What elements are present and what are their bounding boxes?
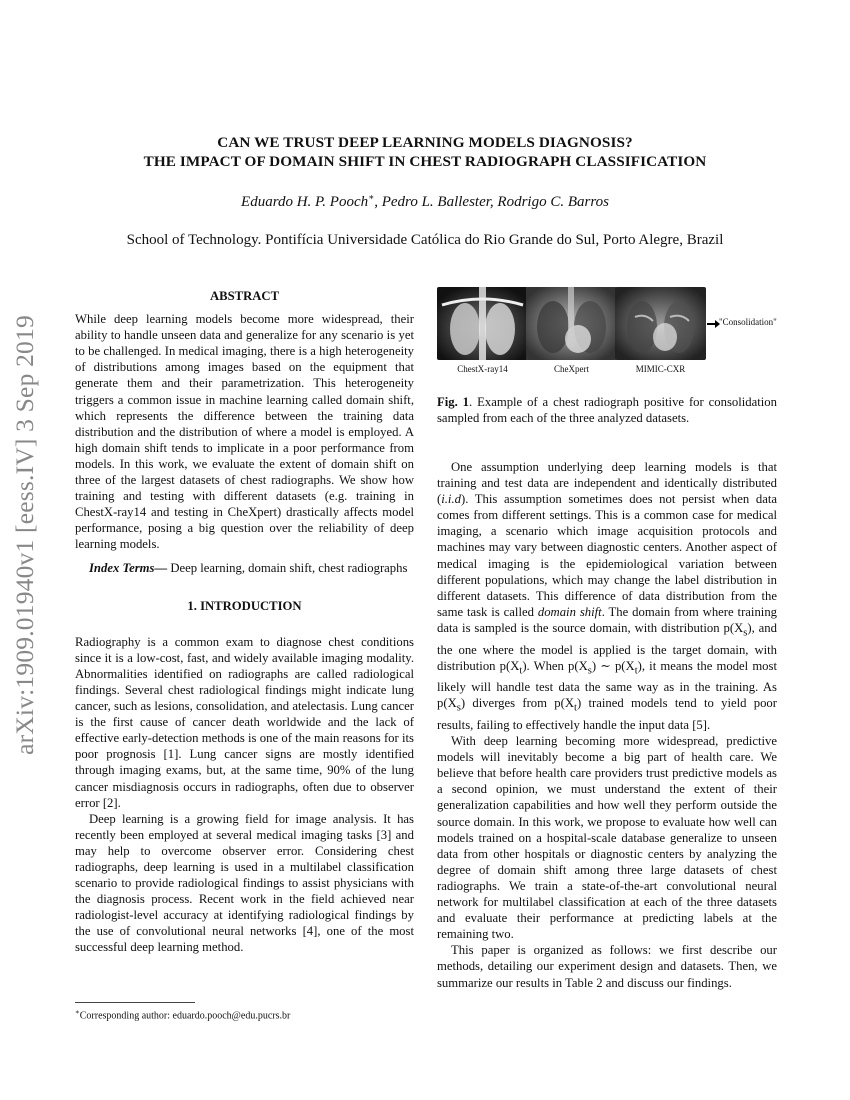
right-paragraph-2: With deep learning becoming more widespread, predictive models will inevitably become a big part of health care. We believe that before health care providers trust predictive models as a second opinion, we must understand the extent of their generalization capabilities and how well they perform outside the source domain. In this work, we propose to evaluate how well can models trained on a hospital-scale database generalize to unseen data from other hospitals or diagnostic centers by analyzing the degree of domain shift among three large datasets of chest radiographs. We train a state-of-the-art convolutional neural network for multilabel classification at each of the three datasets and evaluate their performance at predicting labels at the remaining two. (437, 734, 777, 942)
index-terms-text: Deep learning, domain shift, chest radiographs (167, 560, 408, 575)
abstract-heading: ABSTRACT (209, 289, 280, 303)
chestxray14-radiograph (437, 287, 528, 360)
abstract-text: While deep learning models become more widespread, their ability to handle unseen data and generalize for any scenario is yet to be challenged. In medical imaging, there is a high heterogeneity of distributions among images based on the equipment that generate them and their parametrization. This heterogeneity triggers a common issue in machine learning called domain shift, which represents the difference between the training data distribution and the distribution of where a model is employed. A high domain shift tends to implicate in a poor performance from models. In this work, we evaluate the extent of domain shift on three of the largest datasets of chest radiographs. We show how training and testing with different datasets (e.g. training in ChestX-ray14 and testing in CheXpert) drastically affects model performance, posing a big question over the reliability of deep learning models. (75, 312, 414, 552)
caption-text: . Example of a chest radiograph positive for consolidation sampled from each of the three analyzed datasets. (437, 395, 777, 426)
intro-paragraph-2: Deep learning is a growing field for image analysis. It has recently been employed at several medical imaging tasks [3] and may help to overcome observer error. Considering chest radiographs, deep learning is used in a multilabel classification scenario to provide radiological findings to assist physicians with the diagnosis process. Recent work in the field achieved near radiologist-level accuracy at identifying radiological findings by the use of convolutional neural networks [4], one of the most successful deep learning method. (75, 811, 414, 955)
footnote-rule (75, 1002, 195, 1003)
intro-paragraph-1: Radiography is a common exam to diagnose chest conditions since it is a low-cost, fast, and widely available imaging modality. Abnormalities identified on radiographs are called radiological findings. Several chest radiological findings might indicate lung cancer, such as lesions, consolidation, and atelectasis. Lung cancer is the first cause of cancer death worldwide and the lack of effective early-detection methods is one of the main reasons for its poor prognosis [1]. Lung cancer signs are mostly identified through imaging exams, but, at the same time, 90% of the lung cancer misdiagnosis occurs in radiographs, often due to observer error [2]. (75, 634, 414, 810)
xray-image-1 (437, 287, 528, 360)
arxiv-identifier[interactable]: arXiv:1909.01940v1 [eess.IV] 3 Sep 2019 (10, 315, 39, 755)
affiliation: School of Technology. Pontifícia Universidade Católica do Rio Grande do Sul, Porto Alegre, Brazil (126, 232, 724, 248)
figure-caption (437, 394, 777, 426)
fig-label-chestxray14: ChestX-ray14 (457, 364, 508, 374)
mimic-cxr-radiograph (615, 287, 706, 360)
title-line-2: THE IMPACT OF DOMAIN SHIFT IN CHEST RADIOGRAPH CLASSIFICATION (143, 153, 707, 170)
footnote-text: Corresponding author: eduardo.pooch@edu.pucrs.br (79, 1010, 291, 1022)
corresponding-mark: ∗ (368, 192, 375, 202)
arxiv-sidebar (4, 295, 46, 775)
paper-title (0, 133, 850, 171)
xray-image-2 (526, 287, 617, 360)
title-line-1: CAN WE TRUST DEEP LEARNING MODELS DIAGNOSIS? (217, 134, 633, 151)
caption-label: Fig. 1 (437, 395, 470, 409)
other-authors: , Pedro L. Ballester, Rodrigo C. Barros (374, 194, 609, 210)
fig-label-chexpert: CheXpert (554, 364, 589, 374)
fig-label-mimic: MIMIC-CXR (635, 364, 686, 374)
chexpert-radiograph (526, 287, 617, 360)
right-paragraph-1: One assumption underlying deep learning models is that training and test data are independent and identically distributed (i.i.d). This assumption sometimes does not persist when data comes from different settings. This is a common case for medical imaging, a scenario which image acquisition protocols and machines may vary between diagnostic centers. Another aspect of medical imaging is the epidemiological variation between different populations, which may change the label distribution in different datasets. This difference of data distribution from the same task is called domain shift. The domain from where training data is sampled is the source domain, with distribution $p(X_s)$, and the one where the model is applied is the target domain, with distribution $p(X_t)$. When $p(X_s)$ ∼ $p(X_t)$, it means the model most likely will handle test data the same way as in the training. As $p(X_s)$ diverges from $p(X_t)$ trained models tend to yield poor results, failing to effectively handle the input data [5]. (437, 460, 778, 732)
authors (0, 192, 850, 211)
xray-image-3 (615, 287, 706, 360)
first-author: Eduardo H. P. Pooch (241, 194, 369, 210)
right-column (437, 459, 777, 991)
footnote-mark: ∗ (75, 1008, 80, 1016)
left-column (75, 288, 414, 956)
consolidation-label: "Consolidation" (719, 317, 777, 327)
index-terms-label: Index Terms— (89, 560, 168, 575)
footnote (75, 1008, 290, 1021)
intro-heading: 1. INTRODUCTION (187, 598, 302, 613)
figure-1 (437, 287, 777, 382)
right-paragraph-3: This paper is organized as follows: we first describe our methods, detailing our experiment design and datasets. Then, we summarize our results in Table 2 and discuss our findings. (437, 943, 777, 990)
index-terms (75, 560, 414, 576)
